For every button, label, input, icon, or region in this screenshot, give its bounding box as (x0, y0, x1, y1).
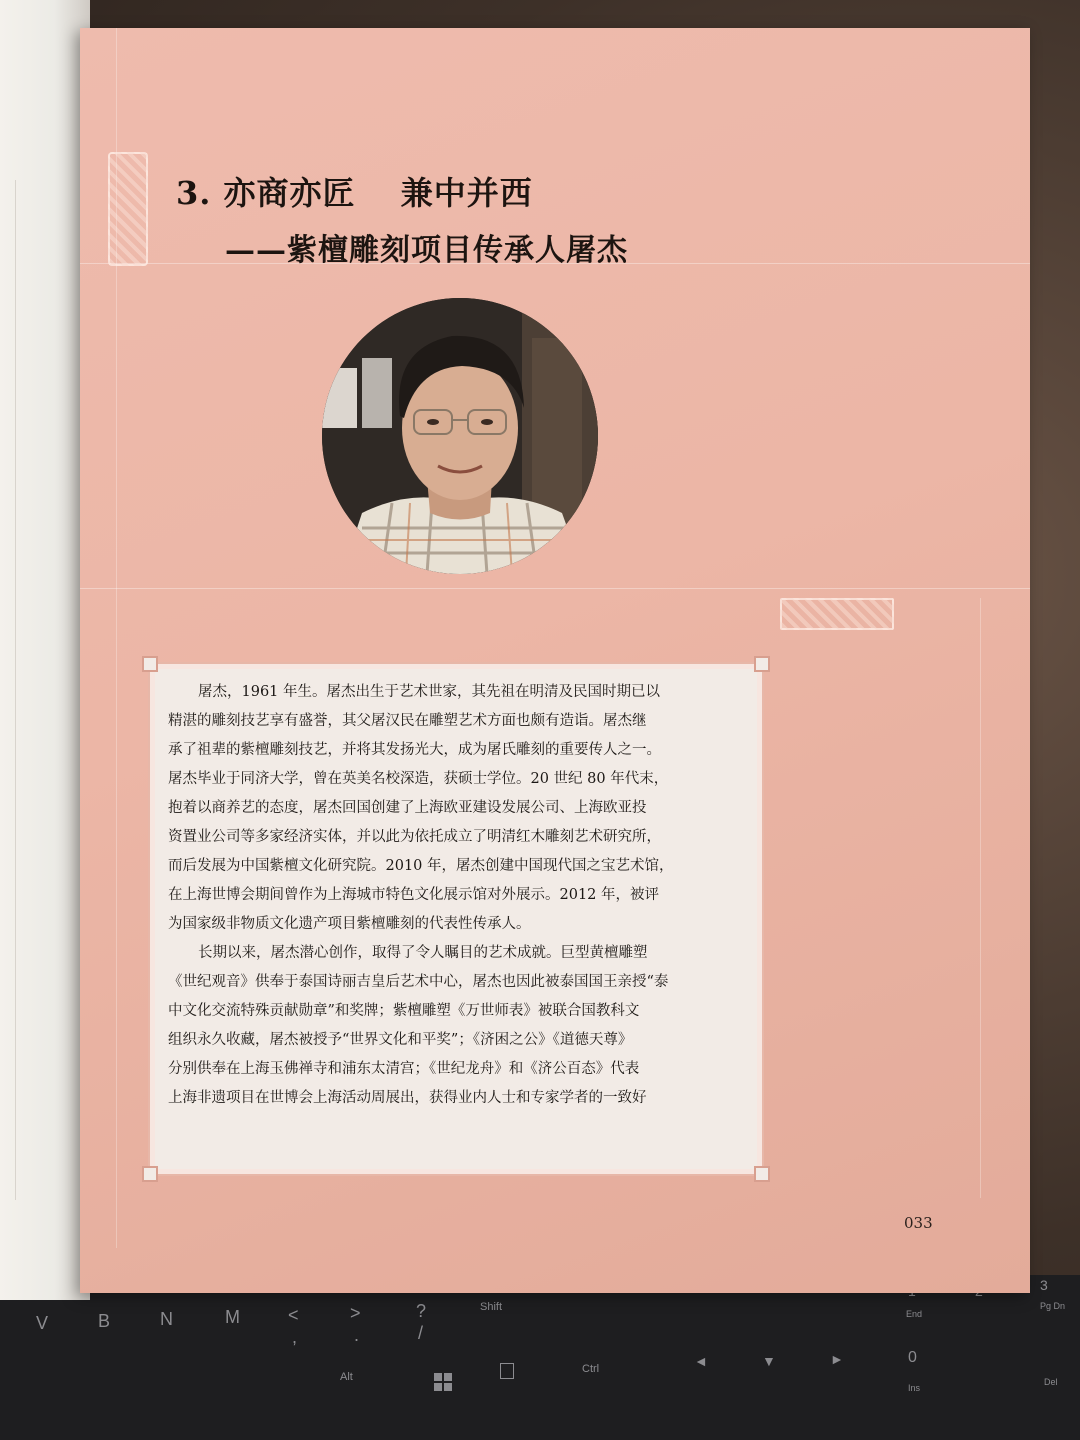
text-line: 屠杰毕业于同济大学，曾在英美名校深造，获硕士学位。20 世纪 80 年代末， (168, 771, 669, 787)
key-slash: / (418, 1323, 424, 1343)
key-pgdn: Pg Dn (1040, 1301, 1066, 1311)
key-question: ? (416, 1301, 427, 1321)
key-n: N (160, 1309, 173, 1329)
key-down-arrow: ▼ (762, 1353, 776, 1369)
key-v: V (36, 1313, 49, 1333)
page-number: 033 (904, 1214, 933, 1232)
text-line: 中文化交流特殊贡献勋章”和奖牌；紫檀雕塑《万世师表》被联合国教科文 (168, 1003, 640, 1019)
key-m: M (225, 1307, 240, 1327)
corner-ornament-icon (754, 656, 770, 672)
key-ctrl: Ctrl (582, 1363, 600, 1375)
text-line: 屠杰，1961 年生。屠杰出生于艺术世家，其先祖在明清及民国时期已以 (198, 684, 661, 700)
ornament-title-icon (108, 152, 148, 266)
key-shift: Shift (480, 1301, 503, 1313)
portrait-illustration (322, 298, 598, 574)
portrait-photo (322, 298, 598, 574)
keyboard (0, 1275, 1080, 1440)
text-line: 而后发展为中国紫檀文化研究院。2010 年，屠杰创建中国现代国之宝艺术馆， (168, 858, 674, 874)
text-line: 在上海世博会期间曾作为上海城市特色文化展示馆对外展示。2012 年，被评 (168, 887, 660, 903)
key-del: Del (1044, 1377, 1058, 1387)
corner-ornament-icon (142, 656, 158, 672)
text-line: 组织永久收藏，屠杰被授予“世界文化和平奖”；《济困之公》《道德天尊》 (168, 1032, 633, 1048)
text-line: 分别供奉在上海玉佛禅寺和浦东太清宫；《世纪龙舟》和《济公百态》代表 (168, 1061, 640, 1077)
article-subtitle: ——紫檀雕刻项目传承人屠杰 (225, 233, 628, 268)
paragraph-2 (168, 939, 748, 1113)
menu-key-icon (500, 1363, 514, 1379)
key-less: < (288, 1305, 299, 1325)
text-line: 资置业公司等多家经济实体，并以此为依托成立了明清红木雕刻艺术研究所， (168, 829, 661, 845)
text-line: 抱着以商养艺的态度，屠杰回国创建了上海欧亚建设发展公司、上海欧亚投 (168, 800, 647, 816)
biography-textbox (148, 662, 764, 1176)
text-line: 上海非遗项目在世博会上海活动周展出，获得业内人士和专家学者的一致好 (168, 1090, 647, 1106)
text-line: 为国家级非物质文化遗产项目紫檀雕刻的代表性传承人。 (168, 916, 531, 932)
key-alt: Alt (340, 1371, 353, 1383)
article-title: 3. 亦商亦匠 兼中并西 (176, 174, 533, 212)
text-line: 承了祖辈的紫檀雕刻技艺，并将其发扬光大，成为屠氏雕刻的重要传人之一。 (168, 742, 661, 758)
key-b: B (98, 1311, 111, 1331)
key-ins: Ins (908, 1383, 921, 1393)
paragraph-1 (168, 678, 748, 939)
ornament-right-icon (780, 598, 894, 630)
text-line: 长期以来，屠杰潜心创作，取得了令人瞩目的艺术成就。巨型黄檀雕塑 (198, 945, 648, 961)
key-comma: , (292, 1327, 298, 1347)
key-greater: > (350, 1303, 361, 1323)
key-3: 3 (1040, 1277, 1048, 1293)
key-period: . (354, 1325, 360, 1345)
corner-ornament-icon (142, 1166, 158, 1182)
key-left-arrow: ◄ (694, 1353, 708, 1369)
key-0: 0 (908, 1349, 917, 1366)
left-page-edge (0, 0, 90, 1300)
key-right-arrow: ► (830, 1351, 844, 1367)
text-line: 《世纪观音》供奉于泰国诗丽吉皇后艺术中心，屠杰也因此被泰国国王亲授“泰 (168, 974, 669, 990)
key-end: End (906, 1309, 923, 1319)
text-line: 精湛的雕刻技艺享有盛誉，其父屠汉民在雕塑艺术方面也颇有造诣。屠杰继 (168, 713, 647, 729)
corner-ornament-icon (754, 1166, 770, 1182)
windows-key-icon (434, 1373, 452, 1391)
